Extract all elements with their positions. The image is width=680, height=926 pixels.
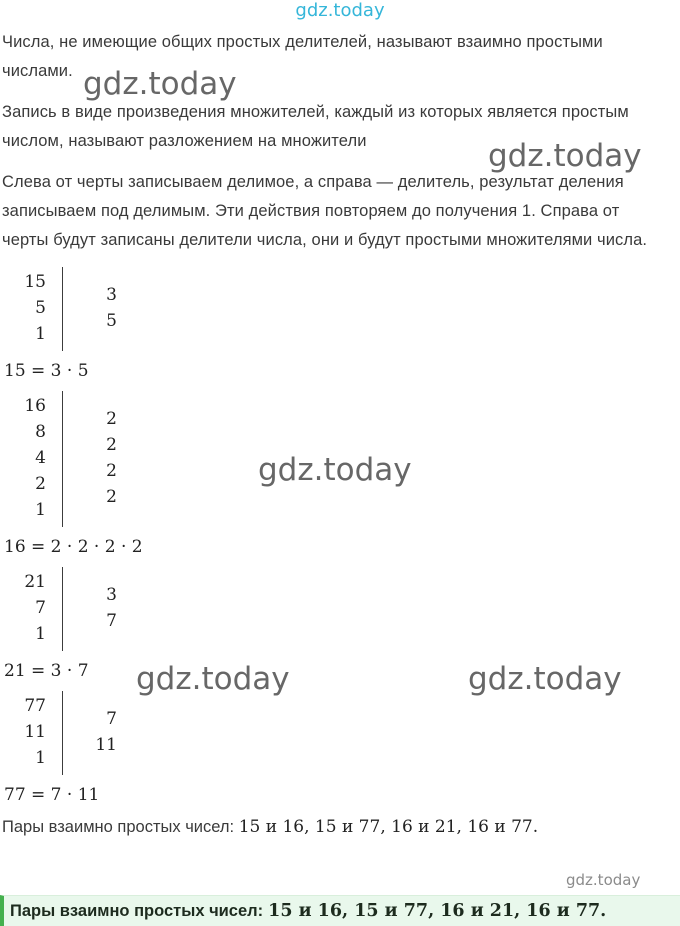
dividend-cell: 21 bbox=[24, 572, 46, 592]
watermark-body-1: gdz.today bbox=[83, 66, 237, 102]
dividend-cell: 8 bbox=[35, 422, 46, 442]
divisor-cell: 7 bbox=[106, 709, 117, 729]
divisor-cell: 3 bbox=[106, 585, 117, 605]
factor-ladder-15 bbox=[2, 267, 666, 351]
definition-factorization-paragraph: Запись в виде произведения множителей, каждый из которых является простым числом, называют разложением на множители bbox=[2, 103, 629, 150]
method-explanation-paragraph: Слева от черты записываем делимое, а справа — делитель, результат деления записываем под делимым. Эти действия повторяем до получения 1. Справа от черты будут записаны делители числа, они и будут простыми множителями числа. bbox=[2, 173, 648, 249]
answer-label: Пары взаимно простых чисел: bbox=[10, 901, 264, 920]
dividend-cell: 16 bbox=[24, 396, 46, 416]
dividend-cell: 1 bbox=[35, 624, 46, 644]
definition-coprime-paragraph: Числа, не имеющие общих простых делителей, называют взаимно простыми числами. bbox=[2, 33, 603, 80]
conclusion-pairs: 15 и 16, 15 и 77, 16 и 21, 16 и 77. bbox=[238, 817, 539, 837]
divisor-column bbox=[63, 567, 117, 651]
dividend-cell: 1 bbox=[35, 748, 46, 768]
dividend-cell: 2 bbox=[35, 474, 46, 494]
dividend-cell: 1 bbox=[35, 500, 46, 520]
conclusion-line bbox=[2, 815, 666, 839]
watermark-bottom: gdz.today bbox=[566, 871, 641, 889]
equation-77: 77 = 7 · 11 bbox=[4, 785, 100, 805]
watermark-body-5: gdz.today bbox=[468, 661, 622, 697]
dividend-column bbox=[2, 267, 63, 351]
divisor-cell: 2 bbox=[106, 461, 117, 481]
dividend-cell: 4 bbox=[35, 448, 46, 468]
dividend-column bbox=[2, 567, 63, 651]
dividend-cell: 7 bbox=[35, 598, 46, 618]
factor-ladder-21 bbox=[2, 567, 666, 651]
dividend-cell: 1 bbox=[35, 324, 46, 344]
equation-15: 15 = 3 · 5 bbox=[4, 361, 89, 381]
watermark-top: gdz.today bbox=[295, 0, 385, 21]
divisor-column bbox=[63, 691, 117, 775]
watermark-body-2: gdz.today bbox=[488, 138, 642, 174]
divisor-cell: 2 bbox=[106, 487, 117, 507]
divisor-column bbox=[63, 391, 117, 527]
factor-ladder-77 bbox=[2, 691, 666, 775]
dividend-cell: 5 bbox=[35, 298, 46, 318]
dividend-column bbox=[2, 391, 63, 527]
equation-16: 16 = 2 · 2 · 2 · 2 bbox=[4, 537, 143, 557]
dividend-cell: 15 bbox=[24, 272, 46, 292]
conclusion-label: Пары взаимно простых чисел: bbox=[2, 818, 235, 836]
divisor-cell: 2 bbox=[106, 435, 117, 455]
dividend-cell: 77 bbox=[24, 696, 46, 716]
divisor-cell: 7 bbox=[106, 611, 117, 631]
answer-pairs: 15 и 16, 15 и 77, 16 и 21, 16 и 77. bbox=[268, 901, 607, 921]
divisor-cell: 11 bbox=[95, 735, 117, 755]
answer-highlight bbox=[0, 895, 680, 926]
dividend-column bbox=[2, 691, 63, 775]
watermark-body-4: gdz.today bbox=[136, 661, 290, 697]
watermark-body-3: gdz.today bbox=[258, 452, 412, 488]
dividend-cell: 11 bbox=[24, 722, 46, 742]
divisor-cell: 5 bbox=[106, 311, 117, 331]
divisor-column bbox=[63, 267, 117, 351]
equation-21: 21 = 3 · 7 bbox=[4, 661, 89, 681]
divisor-cell: 2 bbox=[106, 409, 117, 429]
divisor-cell: 3 bbox=[106, 285, 117, 305]
